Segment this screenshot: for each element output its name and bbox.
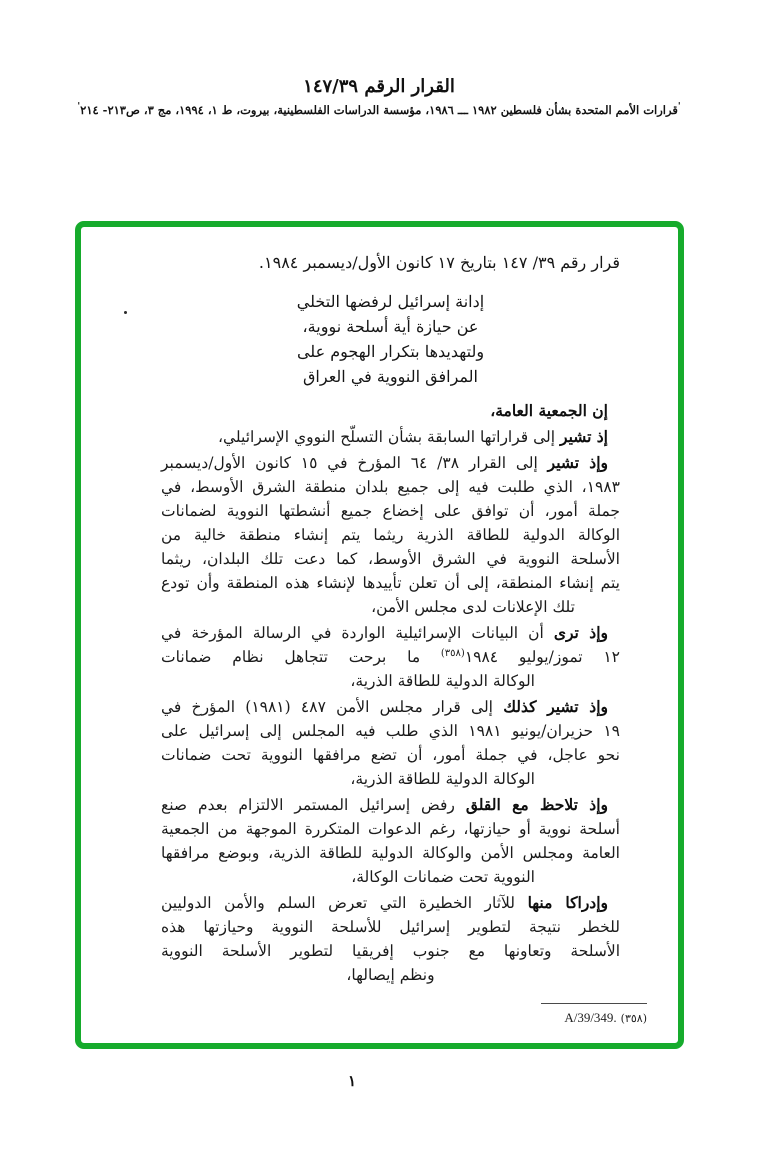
- text-line: للخطر نتيجة لتطوير إسرائيل للأسلحة النووية وحيازتها هذه: [161, 918, 620, 936]
- lead-word: وإذ تلاحظ مع القلق: [465, 795, 608, 814]
- preambular-paragraph: [161, 695, 620, 791]
- footnote-divider: [541, 1003, 647, 1004]
- citation-close-quote: ': [77, 102, 81, 112]
- lead-word: إذ تشير: [560, 427, 608, 446]
- line-text: ١٢ تموز/يوليو ١٩٨٤: [464, 648, 621, 666]
- text-line: النووية تحت ضمانات الوكالة،: [351, 868, 535, 886]
- line-text: إلى قراراتها السابقة بشأن التسلّح النووي الإسرائيلي،: [218, 428, 561, 446]
- text-line: ١٩٨٣، الذي طلبت فيه إلى جميع بلدان منطقة الشرق الأوسط، في: [161, 478, 620, 496]
- footnote: [161, 1010, 647, 1026]
- resolution-title-block: [161, 289, 620, 389]
- text-line: [161, 425, 620, 449]
- citation-text: قرارات الأمم المتحدة بشأن فلسطين ١٩٨٢ ـــ ١٩٨٦، مؤسسة الدراسات الفلسطينية، بيروت، ط ١، ١٩٩٤، مج ٣، ص٢١٣- ٢١٤: [80, 102, 678, 117]
- text-line: العامة ومجلس الأمن والوكالة الدولية للطاقة الذرية، وبوضع مرافقها: [161, 844, 620, 862]
- text-line: الأسلحة وتعاونها مع جنوب إفريقيا لتطوير الأسلحة النووية: [161, 942, 620, 960]
- preambular-paragraph: [161, 793, 620, 889]
- resolution-heading: قرار رقم ٣٩/ ١٤٧ بتاريخ ١٧ كانون الأول/ديسمبر ١٩٨٤.: [258, 253, 620, 272]
- text-line: جملة أمور، أن توافق على إخضاع جميع أنشطتها النووية لضمانات: [161, 502, 620, 520]
- footnote-document-symbol: A/39/349.: [564, 1010, 617, 1025]
- text-line: [161, 891, 620, 915]
- text-line: نحو عاجل، في جملة أمور، أن تضع مرافقها النووية تحت ضمانات: [161, 746, 620, 764]
- text-line: [161, 793, 620, 817]
- text-line: [161, 621, 620, 645]
- resolution-title-line: إدانة إسرائيل لرفضها التخلي: [296, 292, 485, 311]
- text-line: [161, 451, 620, 475]
- text-line: الوكالة الدولية للطاقة الذرية ريثما يتم إنشاء منطقة خالية من: [161, 526, 620, 544]
- text-line: ١٩ حزيران/يونيو ١٩٨١ الذي طلب فيه المجلس إلى إسرائيل على: [161, 722, 620, 740]
- resolution-title-line: ولتهديدها بتكرار الهجوم على: [296, 342, 485, 361]
- page-number: ١: [348, 1072, 357, 1090]
- text-line: الوكالة الدولية للطاقة الذرية،: [350, 672, 535, 690]
- lead-word: وإذ تشير كذلك: [503, 697, 608, 716]
- text-line: [161, 645, 620, 669]
- footnote-marker: (٣٥٨): [620, 1012, 647, 1025]
- resolution-frame: [75, 221, 684, 1049]
- text-line: تلك الإعلانات لدى مجلس الأمن،: [371, 598, 575, 616]
- line-text: إلى القرار ٣٨/ ٦٤ المؤرخ في ١٥ كانون الأول/ديسمبر: [161, 454, 548, 472]
- line-text: رفض إسرائيل المستمر الالتزام بعدم صنع: [161, 796, 466, 814]
- footnote-reference: (٣٥٨): [440, 647, 465, 659]
- text-line: الوكالة الدولية للطاقة الذرية،: [350, 770, 535, 788]
- text-line: الأسلحة النووية في الشرق الأوسط، كما دعت تلك البلدان، ريثما: [161, 550, 620, 568]
- line-text: إلى قرار مجلس الأمن ٤٨٧ (١٩٨١) المؤرخ في: [161, 698, 504, 716]
- preambular-paragraph: [161, 891, 620, 987]
- resolution-title-line: عن حيازة أية أسلحة نووية،: [302, 317, 479, 336]
- preambular-paragraph: [161, 621, 620, 693]
- text-line: [161, 695, 620, 719]
- citation-open-quote: ': [677, 102, 681, 112]
- line-text: أن البيانات الإسرائيلية الواردة في الرسالة المؤرخة في: [161, 624, 554, 642]
- scan-artifact-dot: [124, 311, 127, 314]
- lead-word: وإذ تشير: [547, 453, 608, 472]
- page-title: القرار الرقم ١٤٧/٣٩: [303, 76, 455, 97]
- source-citation: [0, 102, 758, 117]
- line-text: للآثار الخطيرة التي تعرض السلم والأمن الدوليين: [161, 894, 528, 912]
- preambular-paragraph: [161, 425, 620, 449]
- opening-clause: إن الجمعية العامة،: [490, 401, 608, 420]
- text-line: أسلحة نووية أو حيازتها، رغم الدعوات المتكررة الموجهة من الجمعية: [161, 820, 620, 838]
- line-text: ما برحت تتجاهل نظام ضمانات: [161, 648, 441, 666]
- text-line: يتم إنشاء المنطقة، إلى أن تعلن تأييدها لإنشاء هذه المنطقة وأن تودع: [161, 574, 620, 592]
- preambular-paragraph: [161, 451, 620, 619]
- text-line: ونظم إيصالها،: [346, 966, 435, 984]
- resolution-title-line: المرافق النووية في العراق: [303, 367, 478, 386]
- scanned-document-page: [0, 76, 758, 1154]
- lead-word: وإذ ترى: [553, 623, 608, 642]
- lead-word: وإدراكا منها: [527, 893, 608, 912]
